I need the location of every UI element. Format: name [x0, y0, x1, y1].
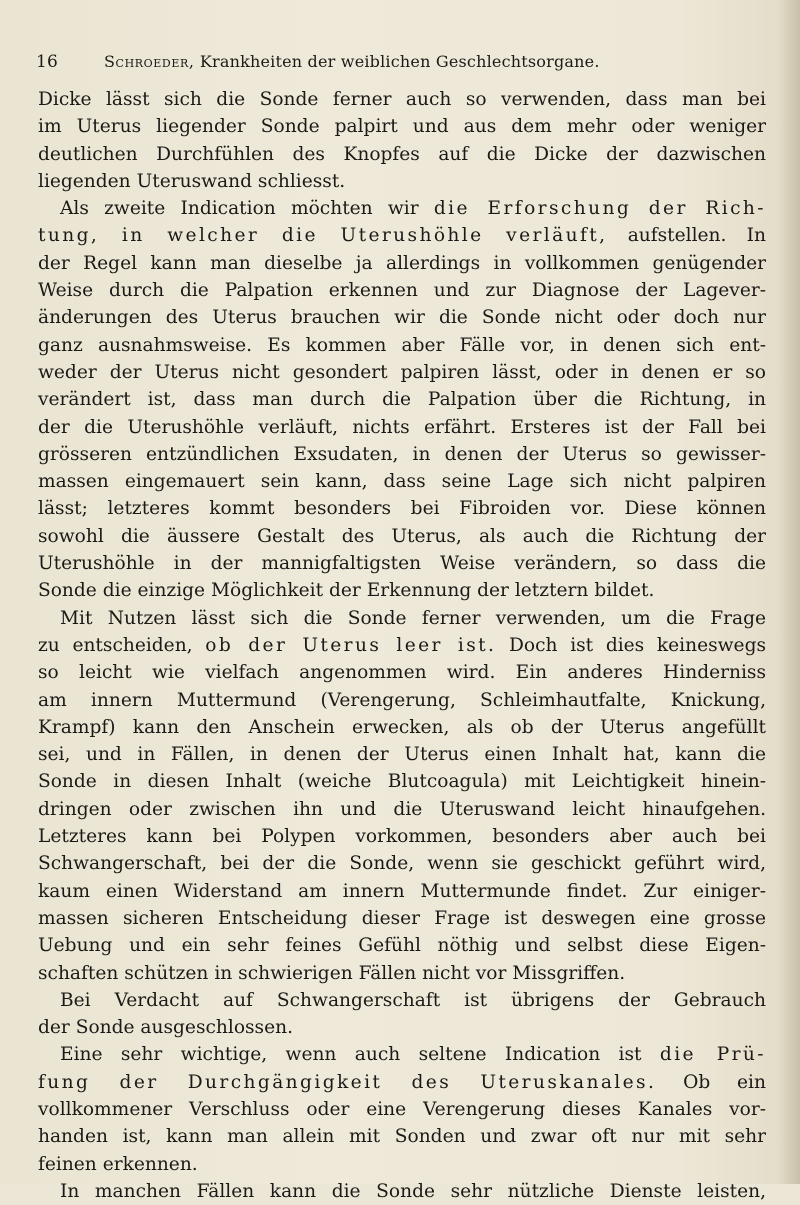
text-line: Bei Verdacht auf Schwangerschaft ist übrigens der Gebrauch — [60, 989, 766, 1011]
text-line: verändert ist, dass man durch die Palpation über die Richtung, in — [38, 389, 766, 411]
text-line: im Uterus liegender Sonde palpirt und aus dem mehr oder weniger — [38, 116, 766, 138]
text-line: weder der Uterus nicht gesondert palpiren lässt, oder in denen er so — [38, 361, 766, 383]
text-line: kaum einen Widerstand am innern Muttermunde findet. Zur einiger- — [38, 880, 766, 902]
text-line: Schwangerschaft, bei der die Sonde, wenn sie geschickt geführt wird, — [38, 853, 766, 875]
text-line: schaften schützen in schwierigen Fällen nicht vor Missgriffen. — [38, 962, 626, 984]
page-number: 16 — [36, 52, 59, 72]
text-line: dringen oder zwischen ihn und die Uteruswand leicht hinaufgehen. — [38, 798, 766, 820]
text-line: liegenden Uteruswand schliesst. — [38, 170, 346, 192]
text-line: feinen erkennen. — [38, 1153, 198, 1175]
text-line: lässt; letzteres kommt besonders bei Fibroiden vor. Diese können — [38, 498, 766, 520]
text-line: der Sonde ausgeschlossen. — [38, 1017, 293, 1039]
running-header — [36, 52, 766, 72]
text-line: vollkommener Verschluss oder eine Verengerung dieses Kanales vor- — [38, 1098, 766, 1120]
text-line: Dicke lässt sich die Sonde ferner auch so verwenden, dass man bei — [38, 89, 766, 110]
text-line: tung, in welcher die Uterushöhle verläuft, aufstellen. In — [38, 225, 766, 247]
text-line: ganz ausnahmsweise. Es kommen aber Fälle vor, in denen sich ent- — [38, 334, 766, 356]
text-line: der Regel kann man dieselbe ja allerdings in vollkommen genügender — [38, 252, 766, 274]
text-line: am innern Muttermund (Verengerung, Schleimhautfalte, Knickung, — [38, 689, 766, 711]
text-line: massen eingemauert sein kann, dass seine Lage sich nicht palpiren — [38, 471, 766, 493]
text-line: Sonde die einzige Möglichkeit der Erkennung der letztern bildet. — [38, 580, 655, 602]
text-line: Uterushöhle in der mannigfaltigsten Weise verändern, so dass die — [38, 553, 766, 575]
text-line: Letzteres kann bei Polypen vorkommen, besonders aber auch bei — [38, 826, 766, 848]
emphasis-spaced: fung der Durchgängigkeit des Uteruskanales. — [38, 1071, 657, 1093]
emphasis-spaced: tung, in welcher die Uterushöhle verläuft, — [38, 225, 608, 247]
text-line: Eine sehr wichtige, wenn auch seltene Indication ist die Prü- — [60, 1044, 766, 1066]
text-line: Als zweite Indication möchten wir die Erforschung der Rich- — [60, 198, 766, 220]
header-title: Krankheiten der weiblichen Geschlechtsorgane. — [199, 52, 600, 71]
text-line: Sonde in diesen Inhalt (weiche Blutcoagula) mit Leichtigkeit hinein- — [38, 771, 766, 793]
text-line: Uebung und ein sehr feines Gefühl nöthig und selbst diese Eigen- — [38, 935, 766, 957]
text-line: zu entscheiden, ob der Uterus leer ist. Doch ist dies keineswegs — [38, 634, 767, 656]
body-text — [38, 86, 766, 1205]
text-line: änderungen des Uterus brauchen wir die Sonde nicht oder doch nur — [38, 307, 766, 329]
text-line: Krampf) kann den Anschein erwecken, als ob der Uterus angefüllt — [38, 716, 766, 738]
text-line: sowohl die äussere Gestalt des Uterus, als auch die Richtung der — [38, 525, 766, 547]
text-line: Mit Nutzen lässt sich die Sonde ferner verwenden, um die Frage — [60, 607, 766, 629]
page-edge-shadow — [778, 0, 800, 1184]
text-line: fung der Durchgängigkeit des Uteruskanales. Ob ein — [38, 1071, 766, 1093]
text-line: handen ist, kann man allein mit Sonden und zwar oft nur mit sehr — [38, 1126, 766, 1148]
text-line: massen sicheren Entscheidung dieser Frage ist deswegen eine grosse — [38, 907, 766, 929]
text-line: Weise durch die Palpation erkennen und zur Diagnose der Lagever- — [38, 280, 766, 302]
text-line: so leicht wie vielfach angenommen wird. Ein anderes Hinderniss — [38, 662, 766, 684]
emphasis-spaced: ob der Uterus leer ist. — [205, 634, 497, 656]
text-line: sei, und in Fällen, in denen der Uterus einen Inhalt hat, kann die — [38, 744, 766, 766]
header-author: Schroeder, — [104, 52, 195, 71]
text-line: In manchen Fällen kann die Sonde sehr nützliche Dienste leisten, — [60, 1180, 766, 1202]
emphasis-spaced: die Prü- — [659, 1044, 766, 1066]
emphasis-spaced: die Erforschung der Rich- — [433, 198, 766, 220]
text-line: grösseren entzündlichen Exsudaten, in denen der Uterus so gewisser- — [38, 443, 766, 465]
text-line: deutlichen Durchfühlen des Knopfes auf die Dicke der dazwischen — [38, 143, 766, 165]
text-line: der die Uterushöhle verläuft, nichts erfährt. Ersteres ist der Fall bei — [38, 416, 766, 438]
